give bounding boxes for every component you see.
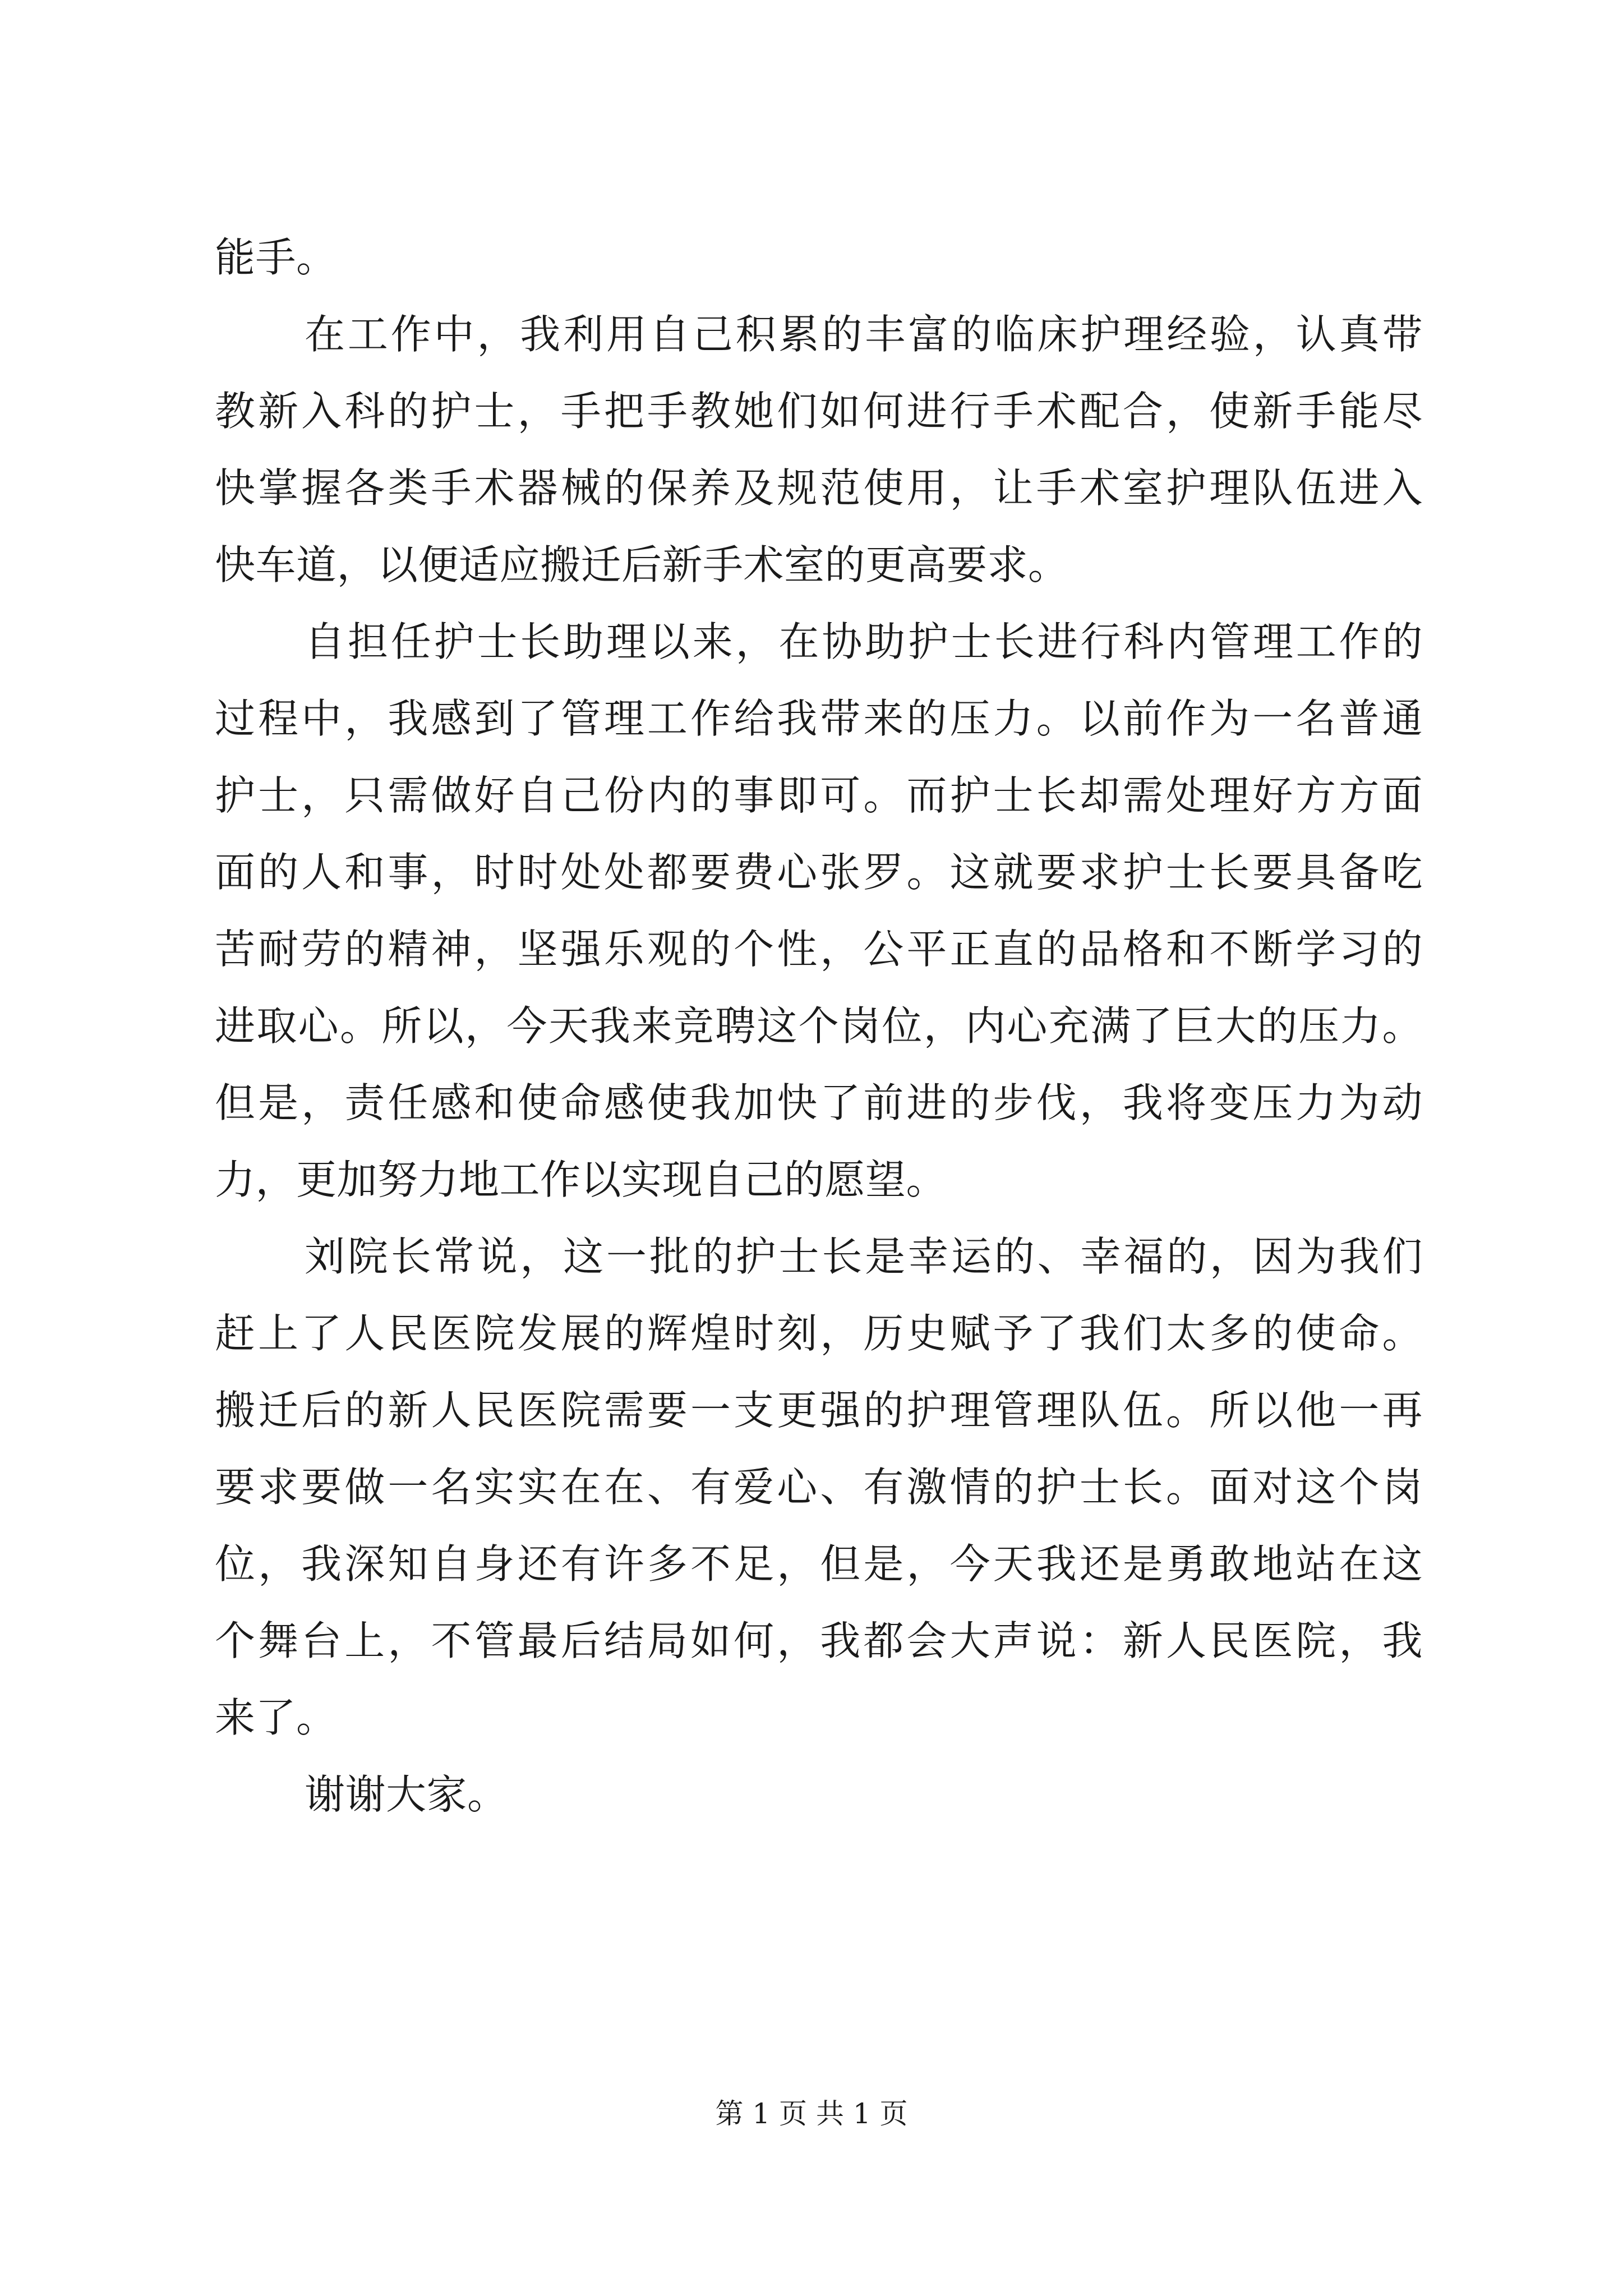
text-line: 能手。 [215,234,337,281]
text-line: 刘院长常说，这一批的护士长是幸运的、幸福的，因为我们 [305,1233,1423,1280]
page-footer: 第 1 页 共 1 页 [715,2097,908,2130]
text-line: 在工作中，我利用自己积累的丰富的临床护理经验，认真带 [305,311,1423,358]
text-line: 快车道，以便适应搬迁后新手术室的更高要求。 [215,541,1069,588]
text-line: 来了。 [215,1694,337,1741]
text-line: 护士，只需做好自己份内的事即可。而护士长却需处理好方方面 [215,772,1423,819]
text-line: 但是，责任感和使命感使我加快了前进的步伐，我将变压力为动 [215,1079,1423,1126]
text-line: 苦耐劳的精神，坚强乐观的个性，公平正直的品格和不断学习的 [215,926,1423,973]
text-line: 力，更加努力地工作以实现自己的愿望。 [215,1156,947,1203]
text-line: 面的人和事，时时处处都要费心张罗。这就要求护士长要具备吃 [215,849,1423,896]
closing-line: 谢谢大家。 [305,1771,508,1818]
text-line: 个舞台上，不管最后结局如何，我都会大声说：新人民医院，我 [215,1617,1423,1664]
text-line: 过程中，我感到了管理工作给我带来的压力。以前作为一名普通 [215,695,1423,742]
text-line: 快掌握各类手术器械的保养及规范使用，让手术室护理队伍进入 [215,464,1423,512]
text-line: 赶上了人民医院发展的辉煌时刻，历史赋予了我们太多的使命。 [215,1310,1423,1357]
text-line: 教新入科的护士，手把手教她们如何进行手术配合，使新手能尽 [215,388,1423,435]
text-line: 位，我深知自身还有许多不足，但是，今天我还是勇敢地站在这 [215,1540,1423,1588]
text-line: 要求要做一名实实在在、有爱心、有激情的护士长。面对这个岗 [215,1464,1423,1511]
text-line: 进取心。所以，今天我来竞聘这个岗位，内心充满了巨大的压力。 [215,1002,1423,1050]
text-line: 自担任护士长助理以来，在协助护士长进行科内管理工作的 [305,618,1423,665]
text-line: 搬迁后的新人民医院需要一支更强的护理管理队伍。所以他一再 [215,1387,1423,1434]
